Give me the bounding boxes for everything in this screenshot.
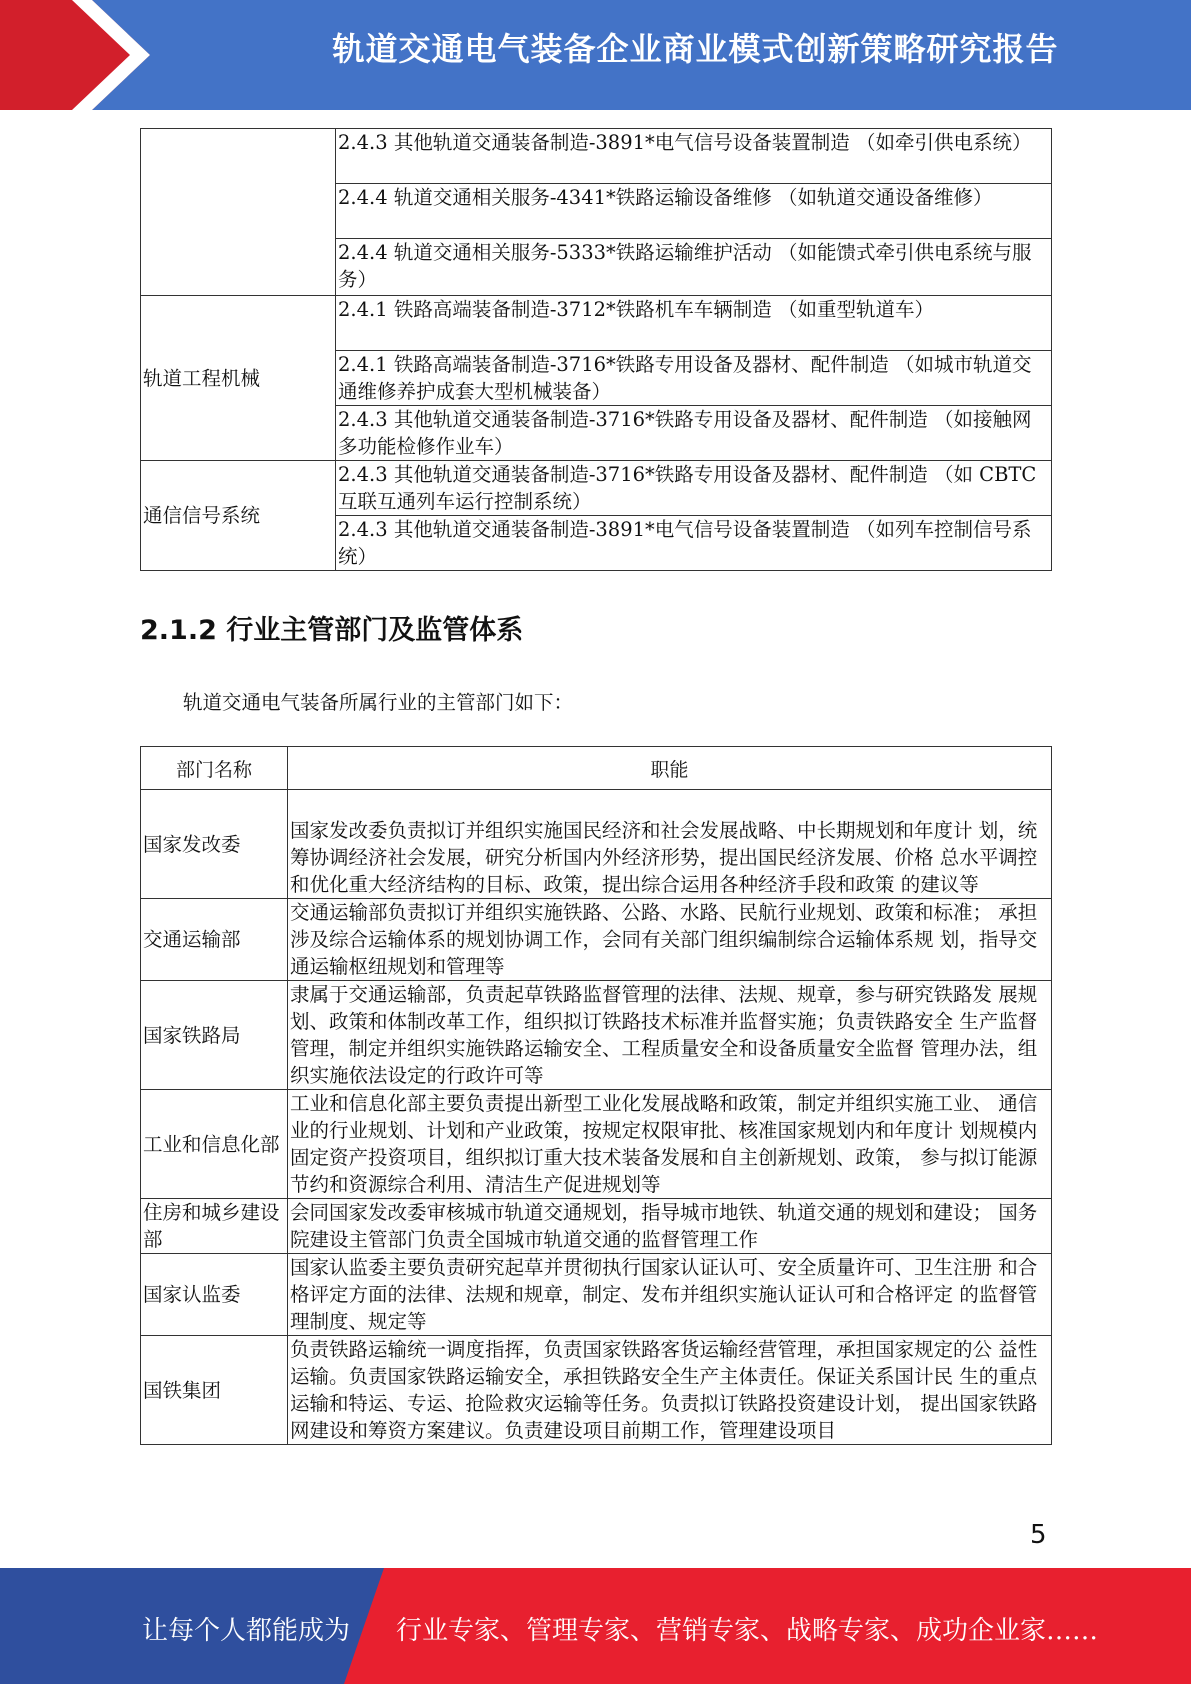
- category-cell: 通信信号系统: [141, 461, 336, 571]
- dept-duty: 工业和信息化部主要负责提出新型工业化发展战略和政策，制定并组织实施工业、 通信业的行业规划、计划和产业政策，按规定权限审批、核准国家规划内和年度计 划规模内固定资产投资项目，组织拟订重大技术装备发展和自主创新规划、政策， 参与拟订能源节约和资源综合利用、清洁生产促进规划等: [288, 1090, 1052, 1199]
- category-cell: [141, 129, 336, 296]
- table-row: [141, 296, 1052, 351]
- dept-duty: 会同国家发改委审核城市轨道交通规划，指导城市地铁、轨道交通的规划和建设； 国务院建设主管部门负责全国城市轨道交通的监督管理工作: [288, 1199, 1052, 1254]
- table-row: [141, 899, 1052, 981]
- dept-name: 国铁集团: [141, 1336, 288, 1445]
- classification-item: 2.4.4 轨道交通相关服务-4341*铁路运输设备维修 （如轨道交通设备维修）: [336, 184, 1052, 239]
- classification-item: 2.4.3 其他轨道交通装备制造-3716*铁路专用设备及器材、配件制造 （如 CBTC 互联互通列车运行控制系统）: [336, 461, 1052, 516]
- dept-name: 国家发改委: [141, 790, 288, 899]
- table-row: [141, 129, 1052, 184]
- section-heading: 2.1.2 行业主管部门及监管体系: [140, 615, 524, 646]
- dept-duty: 交通运输部负责拟订并组织实施铁路、公路、水路、民航行业规划、政策和标准； 承担涉及综合运输体系的规划协调工作，会同有关部门组织编制综合运输体系规 划，指导交通运输枢纽规划和管理等: [288, 899, 1052, 981]
- classification-item: 2.4.3 其他轨道交通装备制造-3716*铁路专用设备及器材、配件制造 （如接触网多功能检修作业车）: [336, 406, 1052, 461]
- regulators-table: [140, 746, 1052, 1445]
- page-number: 5: [1030, 1520, 1047, 1550]
- dept-name: 交通运输部: [141, 899, 288, 981]
- table-row: [141, 790, 1052, 899]
- header-duty: 职能: [288, 747, 1052, 790]
- footer-slogan-right: 行业专家、管理专家、营销专家、战略专家、成功企业家……: [396, 1616, 1099, 1646]
- dept-duty: 负责铁路运输统一调度指挥，负责国家铁路客货运输经营管理，承担国家规定的公 益性运输。负责国家铁路运输安全，承担铁路安全生产主体责任。保证关系国计民 生的重点运输和特运、专运、抢险救灾运输等任务。负责拟订铁路投资建设计划， 提出国家铁路网建设和筹资方案建议。负责建设项目前期工作，管理建设项目: [288, 1336, 1052, 1445]
- industry-classification-table: [140, 128, 1052, 571]
- table-row: [141, 1254, 1052, 1336]
- category-cell: 轨道工程机械: [141, 296, 336, 461]
- table-row: [141, 461, 1052, 516]
- footer-slogan-left: 让每个人都能成为: [142, 1616, 351, 1646]
- dept-duty: 隶属于交通运输部，负责起草铁路监督管理的法律、法规、规章，参与研究铁路发 展规划、政策和体制改革工作，组织拟订铁路技术标准并监督实施；负责铁路安全 生产监督管理，制定并组织实施铁路运输安全、工程质量安全和设备质量安全监督 管理办法，组织实施依法设定的行政许可等: [288, 981, 1052, 1090]
- page-footer: [0, 1568, 1191, 1684]
- table-row: [141, 1090, 1052, 1199]
- classification-item: 2.4.1 铁路高端装备制造-3712*铁路机车车辆制造 （如重型轨道车）: [336, 296, 1052, 351]
- dept-name: 住房和城乡建设部: [141, 1199, 288, 1254]
- dept-duty: 国家认监委主要负责研究起草并贯彻执行国家认证认可、安全质量许可、卫生注册 和合格评定方面的法律、法规和规章，制定、发布并组织实施认证认可和合格评定 的监督管理制度、规定等: [288, 1254, 1052, 1336]
- classification-item: 2.4.1 铁路高端装备制造-3716*铁路专用设备及器材、配件制造 （如城市轨道交通维修养护成套大型机械装备）: [336, 351, 1052, 406]
- dept-name: 国家铁路局: [141, 981, 288, 1090]
- table-row: [141, 1336, 1052, 1445]
- header-dept: 部门名称: [141, 747, 288, 790]
- dept-name: 工业和信息化部: [141, 1090, 288, 1199]
- intro-paragraph: 轨道交通电气装备所属行业的主管部门如下：: [183, 691, 574, 714]
- classification-item: 2.4.3 其他轨道交通装备制造-3891*电气信号设备装置制造 （如牵引供电系统）: [336, 129, 1052, 184]
- page-header: [0, 0, 1191, 110]
- classification-item: 2.4.3 其他轨道交通装备制造-3891*电气信号设备装置制造 （如列车控制信号系统）: [336, 516, 1052, 571]
- table-row: [141, 1199, 1052, 1254]
- table-header-row: [141, 747, 1052, 790]
- report-title: 轨道交通电气装备企业商业模式创新策略研究报告: [332, 30, 1059, 68]
- table-row: [141, 981, 1052, 1090]
- classification-item: 2.4.4 轨道交通相关服务-5333*铁路运输维护活动 （如能馈式牵引供电系统与服务）: [336, 239, 1052, 296]
- dept-name: 国家认监委: [141, 1254, 288, 1336]
- dept-duty: 国家发改委负责拟订并组织实施国民经济和社会发展战略、中长期规划和年度计 划，统筹协调经济社会发展，研究分析国内外经济形势，提出国民经济发展、价格 总水平调控和优化重大经济结构的目标、政策，提出综合运用各种经济手段和政策 的建议等: [288, 790, 1052, 899]
